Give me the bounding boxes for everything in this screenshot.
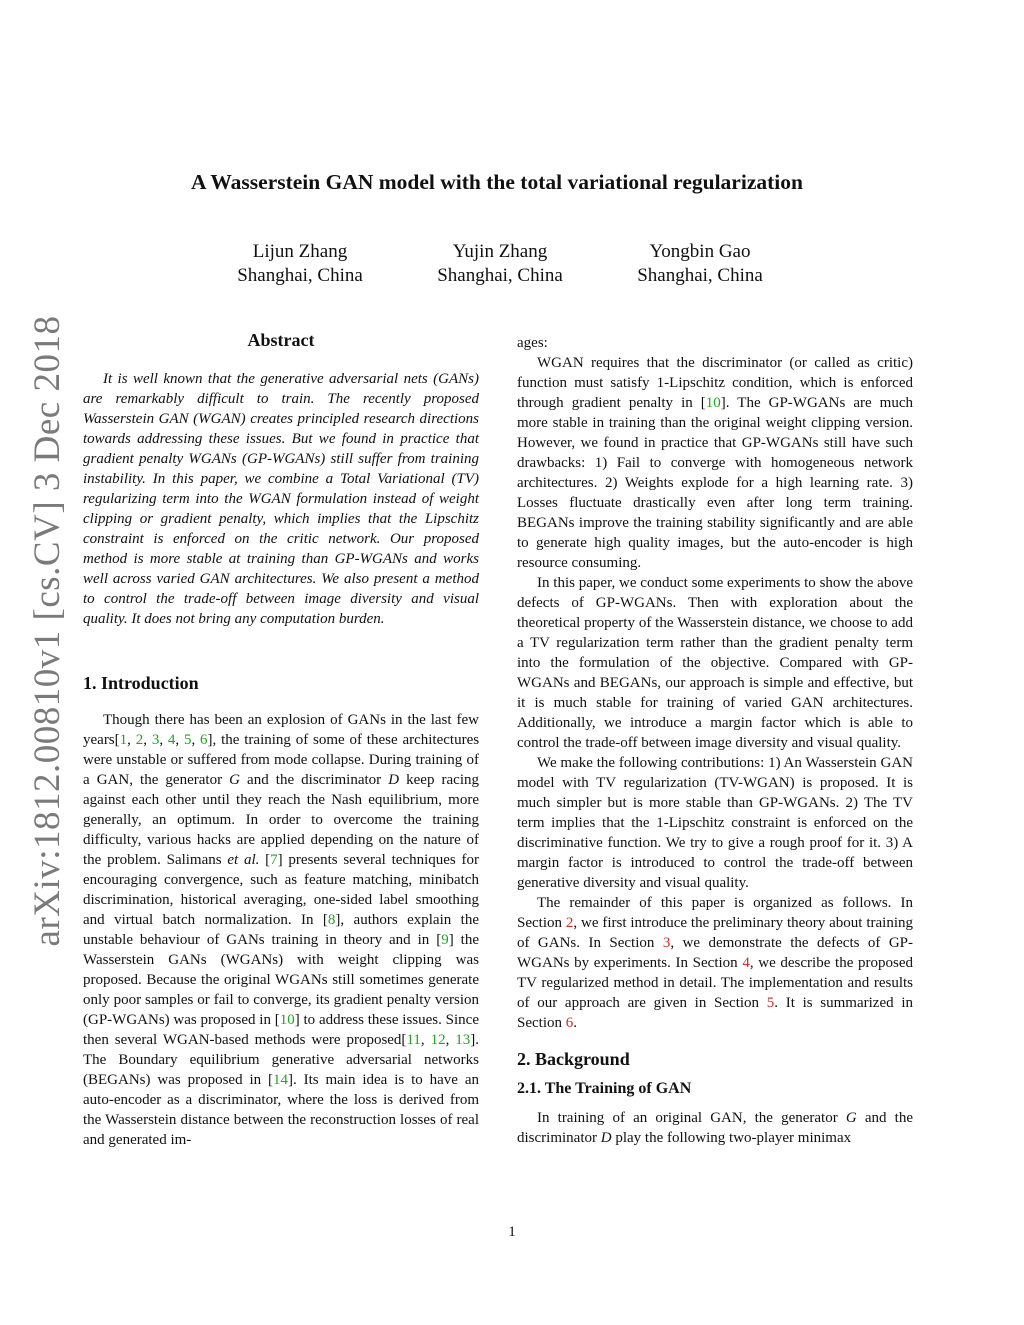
author-block [630,240,770,288]
author-list [230,240,770,288]
citation-link[interactable]: 4 [167,732,176,748]
author-affiliation: Shanghai, China [237,265,363,286]
author-block [230,240,370,288]
intro-paragraph-2: WGAN requires that the discriminator (or called as critic) function must satisfy 1-Lipschitz condition, which is enforced through gradient penalty in [10]. The GP-WGANs are much more stable in training than the original weight clipping version. However, we found in practice that GP-WGANs still have such drawbacks: 1) Fail to converge with homogeneous network architectures. 2) Weights explode for a high learning rate. 3) Losses fluctuate drastically even after long term training. BEGANs improve the training stability significantly and are able to generate high quality images, but the auto-encoder is high resource consuming. [517,355,913,571]
arxiv-identifier-stamp: arXiv:1812.00810v1 [cs.CV] 3 Dec 2018 [27,315,68,947]
math-symbol: D [388,772,400,788]
citation-link[interactable]: 11 [406,1032,421,1048]
section-heading-introduction: 1. Introduction [83,673,199,693]
section-crossref-link[interactable]: 4 [742,955,750,971]
subsection-heading-training-of-gan: 2.1. The Training of GAN [517,1080,692,1097]
citation-link[interactable]: 5 [183,732,192,748]
citation-link[interactable]: 14 [272,1072,288,1088]
citation-link[interactable]: 6 [200,732,208,748]
right-column [517,333,913,1148]
author-affiliation: Shanghai, China [437,265,563,286]
citation-link[interactable]: 8 [327,912,336,928]
citation-link[interactable]: 9 [441,932,449,948]
background-paragraph-1: In training of an original GAN, the generator G and the discriminator D play the following two-player minimax [517,1110,914,1146]
section-crossref-link[interactable]: 2 [565,915,574,931]
math-text: et al. [227,852,260,868]
author-block [430,240,570,288]
intro-paragraph-3: In this paper, we conduct some experiments to show the above defects of GP-WGANs. Then with exploration about the theoretical property of the Wasserstein distance, we choose to add a TV regularization term rather than the gradient penalty term into the formulation of the objective. Compared with GP-WGANs and BEGANs, our approach is simple and effective, but it is much stable for training of varied GAN architectures. Additionally, we introduce a margin factor which is able to control the trade-off between image diversity and visual quality. [517,575,913,751]
citation-link[interactable]: 7 [270,852,278,868]
paper-title: A Wasserstein GAN model with the total variational regularization [191,170,803,194]
citation-link[interactable]: 12 [430,1032,446,1048]
intro-paragraph-1-continued: ages: [517,335,548,351]
intro-paragraph-1: Though there has been an explosion of GANs in the last few years[1, 2, 3, 4, 5, 6], the training of some of these architectures were unstable or suffered from mode collapse. During training of a GAN, the generator G and the discriminator D keep racing against each other until they reach the Nash equilibrium, more generally, an optimum. In order to overcome the training difficulty, various hacks are applied depending on the nature of the problem. Salimans et al. [7] presents several techniques for encouraging convergence, such as feature matching, minibatch discrimination, historical averaging, one-sided label smoothing and virtual batch normalization. In [8], authors explain the unstable behaviour of GANs training in theory and in [9] the Wasserstein GANs (WGANs) with weight clipping was proposed. Because the original WGANs still sometimes generate only poor samples or fail to converge, its gradient penalty version (GP-WGANs) was proposed in [10] to address these issues. Since then several WGAN-based methods were proposed[11, 12, 13]. The Boundary equilibrium generative adversarial networks (BEGANs) was proposed in [14]. Its main idea is to have an auto-encoder as a discriminator, where the loss is derived from the Wasserstein distance between the reconstruction losses of real and generated im- [83,712,480,1148]
math-symbol: G [229,772,240,788]
citation-link[interactable]: 10 [705,395,721,411]
citation-link[interactable]: 13 [455,1032,471,1048]
left-column [83,330,479,1150]
section-crossref-link[interactable]: 3 [662,935,671,951]
citation-link[interactable]: 3 [151,732,160,748]
page-number: 1 [508,1224,516,1240]
author-name: Yujin Zhang [452,241,548,262]
author-name: Lijun Zhang [252,241,348,262]
section-crossref-link[interactable]: 5 [766,995,775,1011]
citation-link[interactable]: 2 [135,732,144,748]
abstract-heading: Abstract [247,330,315,350]
math-symbol: D [600,1130,612,1146]
author-name: Yongbin Gao [649,241,751,262]
author-affiliation: Shanghai, China [637,265,763,286]
abstract-text: It is well known that the generative adversarial nets (GANs) are remarkably difficult to train. The recently proposed Wasserstein GAN (WGAN) creates principled research directions towards addressing these issues. But we found in practice that gradient penalty WGANs (GP-WGANs) still suffer from training instability. In this paper, we combine a Total Variational (TV) regularizing term into the WGAN formulation instead of weight clipping or gradient penalty, which implies that the Lipschitz constraint is enforced on the critic network. Our proposed method is more stable at training than GP-WGANs and works well across varied GAN architectures. We also present a method to control the trade-off between image diversity and visual quality. It does not bring any computation burden. [83,371,479,627]
citation-link[interactable]: 10 [279,1012,295,1028]
section-heading-background: 2. Background [517,1049,630,1069]
section-crossref-link[interactable]: 6 [565,1015,574,1031]
math-symbol: G [845,1110,857,1126]
citation-link[interactable]: 1 [119,732,128,748]
intro-paragraph-4: We make the following contributions: 1) An Wasserstein GAN model with TV regularization (TV-WGAN) is proposed. It is much simpler but is more stable than GP-WGANs. 2) The TV term implies that the 1-Lipschitz constraint is enforced on the discriminative function. We try to give a rough proof for it. 3) A margin factor is introduced to control the trade-off between generative diversity and visual quality. [517,755,913,891]
intro-paragraph-5: The remainder of this paper is organized as follows. In Section 2, we first introduce the preliminary theory about training of GANs. In Section 3, we demonstrate the defects of GP-WGANs by experiments. In Section 4, we describe the proposed TV regularized method in detail. The implementation and results of our approach are given in Section 5. It is summarized in Section 6. [517,895,914,1031]
